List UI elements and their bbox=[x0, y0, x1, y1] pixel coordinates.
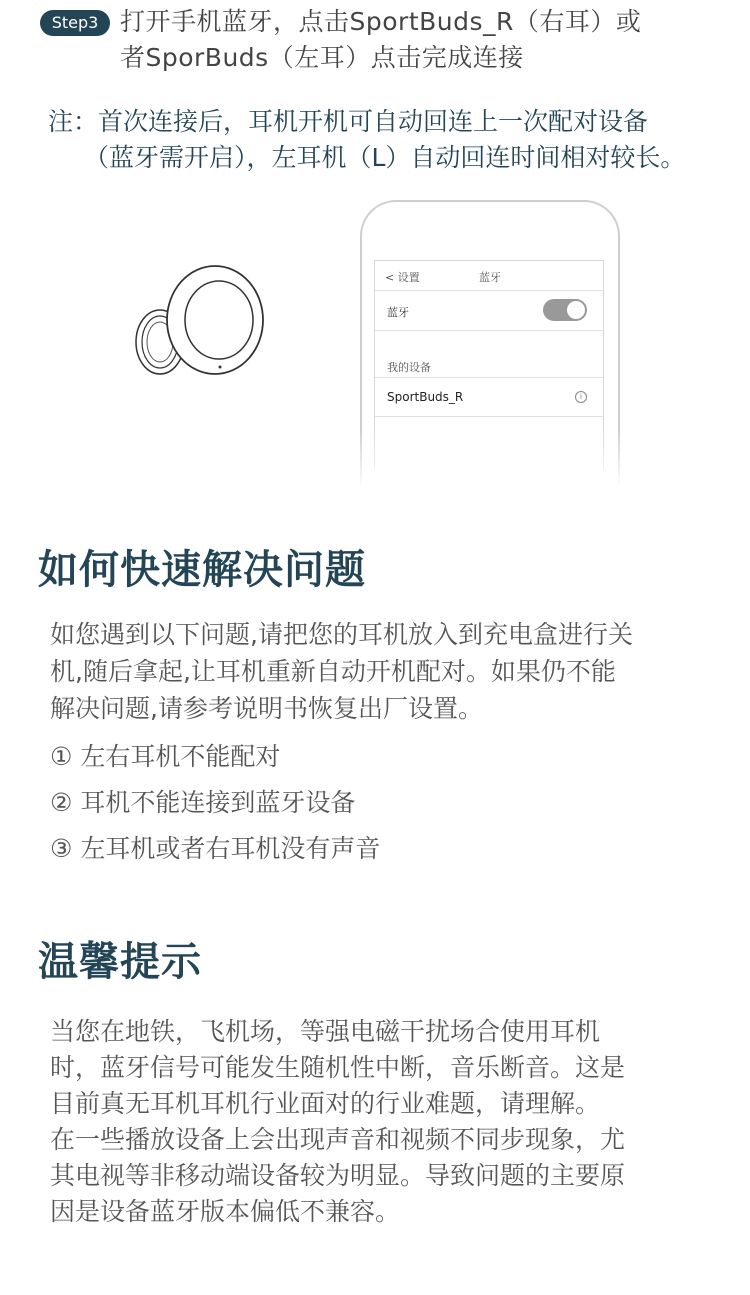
paragraph-line: 解决问题,请参考说明书恢复出厂设置。 bbox=[50, 694, 483, 723]
bluetooth-nav-bar bbox=[375, 261, 603, 291]
info-icon[interactable]: i bbox=[575, 391, 587, 403]
note-line: （蓝牙需开启），左耳机（L）自动回连时间相对较长。 bbox=[84, 143, 686, 172]
toggle-knob bbox=[567, 301, 585, 319]
section-paragraph bbox=[50, 616, 710, 727]
paragraph-line: 在一些播放设备上会出现声音和视频不同步现象，尤 bbox=[50, 1125, 626, 1154]
note-line: 注：首次连接后，耳机开机可自动回连上一次配对设备 bbox=[48, 107, 649, 136]
paragraph-line: 目前真无耳机耳机行业面对的行业难题，请理解。 bbox=[50, 1089, 601, 1118]
paragraph-line: 因是设备蓝牙版本偏低不兼容。 bbox=[50, 1197, 401, 1226]
tips-paragraph bbox=[50, 1014, 710, 1230]
bluetooth-toggle[interactable] bbox=[543, 299, 587, 321]
problem-item: ① 左右耳机不能配对 bbox=[50, 742, 281, 771]
earbud-illustration bbox=[120, 262, 280, 392]
step-text-line: 打开手机蓝牙，点击SportBuds_R（右耳）或 bbox=[120, 7, 642, 36]
screen-title: 蓝牙 bbox=[479, 271, 501, 284]
paragraph-line: 时，蓝牙信号可能发生随机性中断，音乐断音。这是 bbox=[50, 1053, 626, 1082]
bluetooth-label: 蓝牙 bbox=[387, 306, 409, 319]
phone-fade bbox=[356, 430, 624, 500]
device-name: SportBuds_R bbox=[387, 390, 464, 404]
back-link[interactable]: < 设置 bbox=[385, 271, 420, 284]
paragraph-line: 如您遇到以下问题,请把您的耳机放入到充电盒进行关 bbox=[50, 620, 633, 649]
step-badge: Step3 bbox=[40, 10, 110, 36]
step-text bbox=[120, 4, 730, 76]
problem-item: ② 耳机不能连接到蓝牙设备 bbox=[50, 788, 356, 817]
my-devices-header: 我的设备 bbox=[387, 361, 431, 374]
paragraph-line: 机,随后拿起,让耳机重新自动开机配对。如果仍不能 bbox=[50, 657, 616, 686]
section-title: 如何快速解决问题 bbox=[38, 547, 366, 593]
paragraph-line: 当您在地铁，飞机场，等强电磁干扰场合使用耳机 bbox=[50, 1017, 601, 1046]
device-row[interactable] bbox=[375, 377, 603, 417]
paragraph-line: 其电视等非移动端设备较为明显。导致问题的主要原 bbox=[50, 1161, 626, 1190]
note bbox=[48, 104, 728, 176]
problem-item: ③ 左耳机或者右耳机没有声音 bbox=[50, 834, 381, 863]
step-text-line: 者SporBuds（左耳）点击完成连接 bbox=[120, 43, 524, 72]
back-label: 设置 bbox=[397, 271, 420, 284]
bluetooth-row bbox=[375, 291, 603, 331]
problem-list bbox=[50, 734, 710, 872]
section-title: 温馨提示 bbox=[38, 939, 202, 985]
phone-illustration bbox=[360, 200, 620, 490]
